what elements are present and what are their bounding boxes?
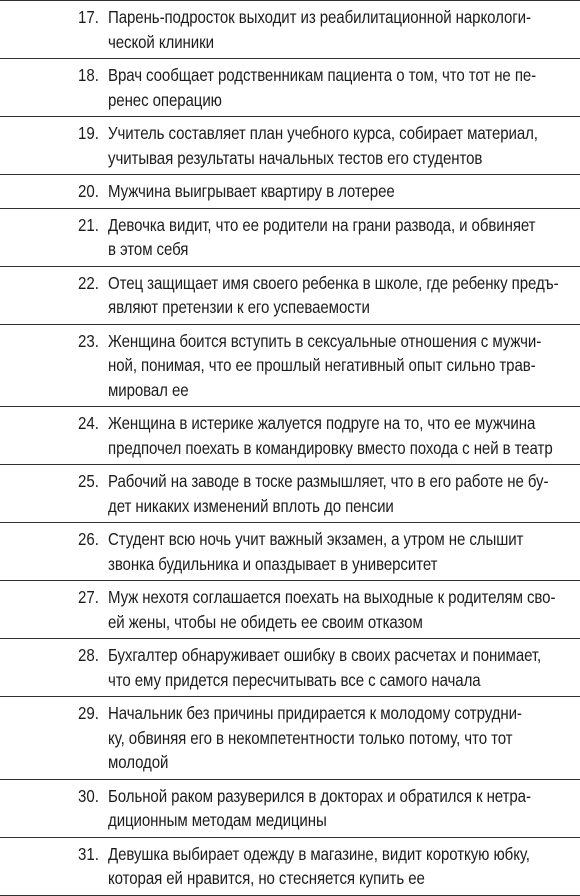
item-text: [108, 784, 580, 833]
item-number: 27.: [78, 587, 99, 607]
list-row: [0, 838, 580, 896]
item-text-line: Больной раком разуверился в докторах и обратился к нетра-: [108, 785, 531, 806]
item-number: 19.: [78, 123, 99, 143]
item-text-line: ей жены, чтобы не обидеть ее своим отказом: [108, 611, 423, 632]
item-number: 29.: [78, 703, 99, 723]
list-row: [0, 639, 580, 697]
list-row: [0, 209, 580, 267]
item-text-line: Мужчина выигрывает квартиру в лотерее: [108, 181, 395, 201]
list-row: [0, 1, 580, 59]
item-number: 23.: [78, 330, 99, 351]
item-text-line: Женщина боится вступить в сексуальные отношения с мужчи-: [108, 330, 542, 351]
item-text: [108, 5, 580, 54]
item-text: [108, 585, 580, 634]
item-number: 25.: [78, 471, 99, 491]
item-text-line: предпочел поехать в командировку вместо похода с ней в театр: [108, 437, 553, 458]
item-text-line: дет никаких изменений вплоть до пенсии: [108, 495, 394, 516]
item-text: [108, 643, 580, 692]
list-row: [0, 59, 580, 117]
item-text-line: Врач сообщает родственникам пациента о том, что тот не пе-: [108, 65, 537, 85]
item-text: [108, 527, 580, 576]
item-text-line: учитывая результаты начальных тестов его студентов: [108, 147, 483, 168]
list-row: [0, 267, 580, 325]
item-text-line: Девушка выбирает одежду в магазине, видит короткую юбку,: [108, 843, 530, 864]
item-number: 18.: [78, 65, 99, 85]
item-text-line: Парень-подросток выходит из реабилитационной наркологи-: [108, 7, 531, 27]
item-text-line: Отец защищает имя своего ребенка в школе, где ребенку предъ-: [108, 272, 559, 293]
item-text: [108, 469, 580, 518]
item-number: 17.: [78, 7, 99, 27]
item-text-line: ренес операцию: [108, 89, 222, 110]
item-number: 30.: [78, 785, 99, 806]
item-text: [108, 213, 580, 262]
item-number: 21.: [78, 214, 99, 235]
item-text: [108, 271, 580, 320]
item-text-line: молодой: [108, 752, 169, 772]
list-row: [0, 523, 580, 581]
item-number: 20.: [78, 181, 99, 201]
item-text-line: что ему придется пересчитывать все с самого начала: [108, 669, 481, 690]
list-row: [0, 780, 580, 838]
item-text: [108, 179, 572, 204]
item-text-line: Рабочий на заводе в тоске размышляет, что в его работе не бу-: [108, 471, 549, 491]
item-text-line: ной, понимая, что ее прошлый негативный опыт сильно трав-: [108, 355, 536, 375]
item-text: [108, 842, 580, 891]
item-number: 24.: [78, 413, 99, 433]
item-number: 31.: [78, 843, 99, 864]
item-text-line: мировал ее: [108, 379, 189, 400]
item-text-line: Женщина в истерике жалуется подруге на то, что ее мужчина: [108, 413, 536, 433]
item-number: 28.: [78, 645, 99, 665]
item-number: 22.: [78, 272, 99, 293]
item-text: [108, 701, 580, 775]
item-text-line: Учитель составляет план учебного курса, собирает материал,: [108, 123, 538, 143]
item-text-line: которая ей нравится, но стесняется купить ее: [108, 868, 425, 888]
list-row: [0, 465, 580, 523]
item-text-line: Бухгалтер обнаруживает ошибку в своих расчетах и понимает,: [108, 645, 542, 665]
list-row: [0, 117, 580, 175]
list-row: [0, 697, 580, 780]
item-text-line: Муж нехотя соглашается поехать на выходные к родителям сво-: [108, 587, 556, 607]
item-number: 26.: [78, 529, 99, 549]
item-text-line: Девочка видит, что ее родители на грани развода, и обвиняет: [108, 214, 536, 235]
list-row: [0, 175, 580, 209]
item-text-line: ку, обвиняя его в некомпетентности только потому, что тот: [108, 727, 513, 748]
item-text: [108, 411, 580, 460]
item-text: [108, 63, 580, 112]
item-text-line: в этом себя: [108, 239, 189, 259]
item-text-line: диционным методам медицины: [108, 810, 327, 830]
item-text: [108, 121, 580, 170]
item-text-line: Начальник без причины придирается к молодому сотрудни-: [108, 703, 522, 723]
item-text: [108, 329, 580, 403]
item-text-line: Студент всю ночь учит важный экзамен, а утром не слышит: [108, 529, 524, 549]
list-row: [0, 581, 580, 639]
list-row: [0, 325, 580, 408]
item-text-line: являют претензии к его успеваемости: [108, 297, 370, 317]
list-row: [0, 407, 580, 465]
item-text-line: ческой клиники: [108, 31, 214, 52]
item-text-line: звонка будильника и опаздывает в университет: [108, 553, 438, 574]
